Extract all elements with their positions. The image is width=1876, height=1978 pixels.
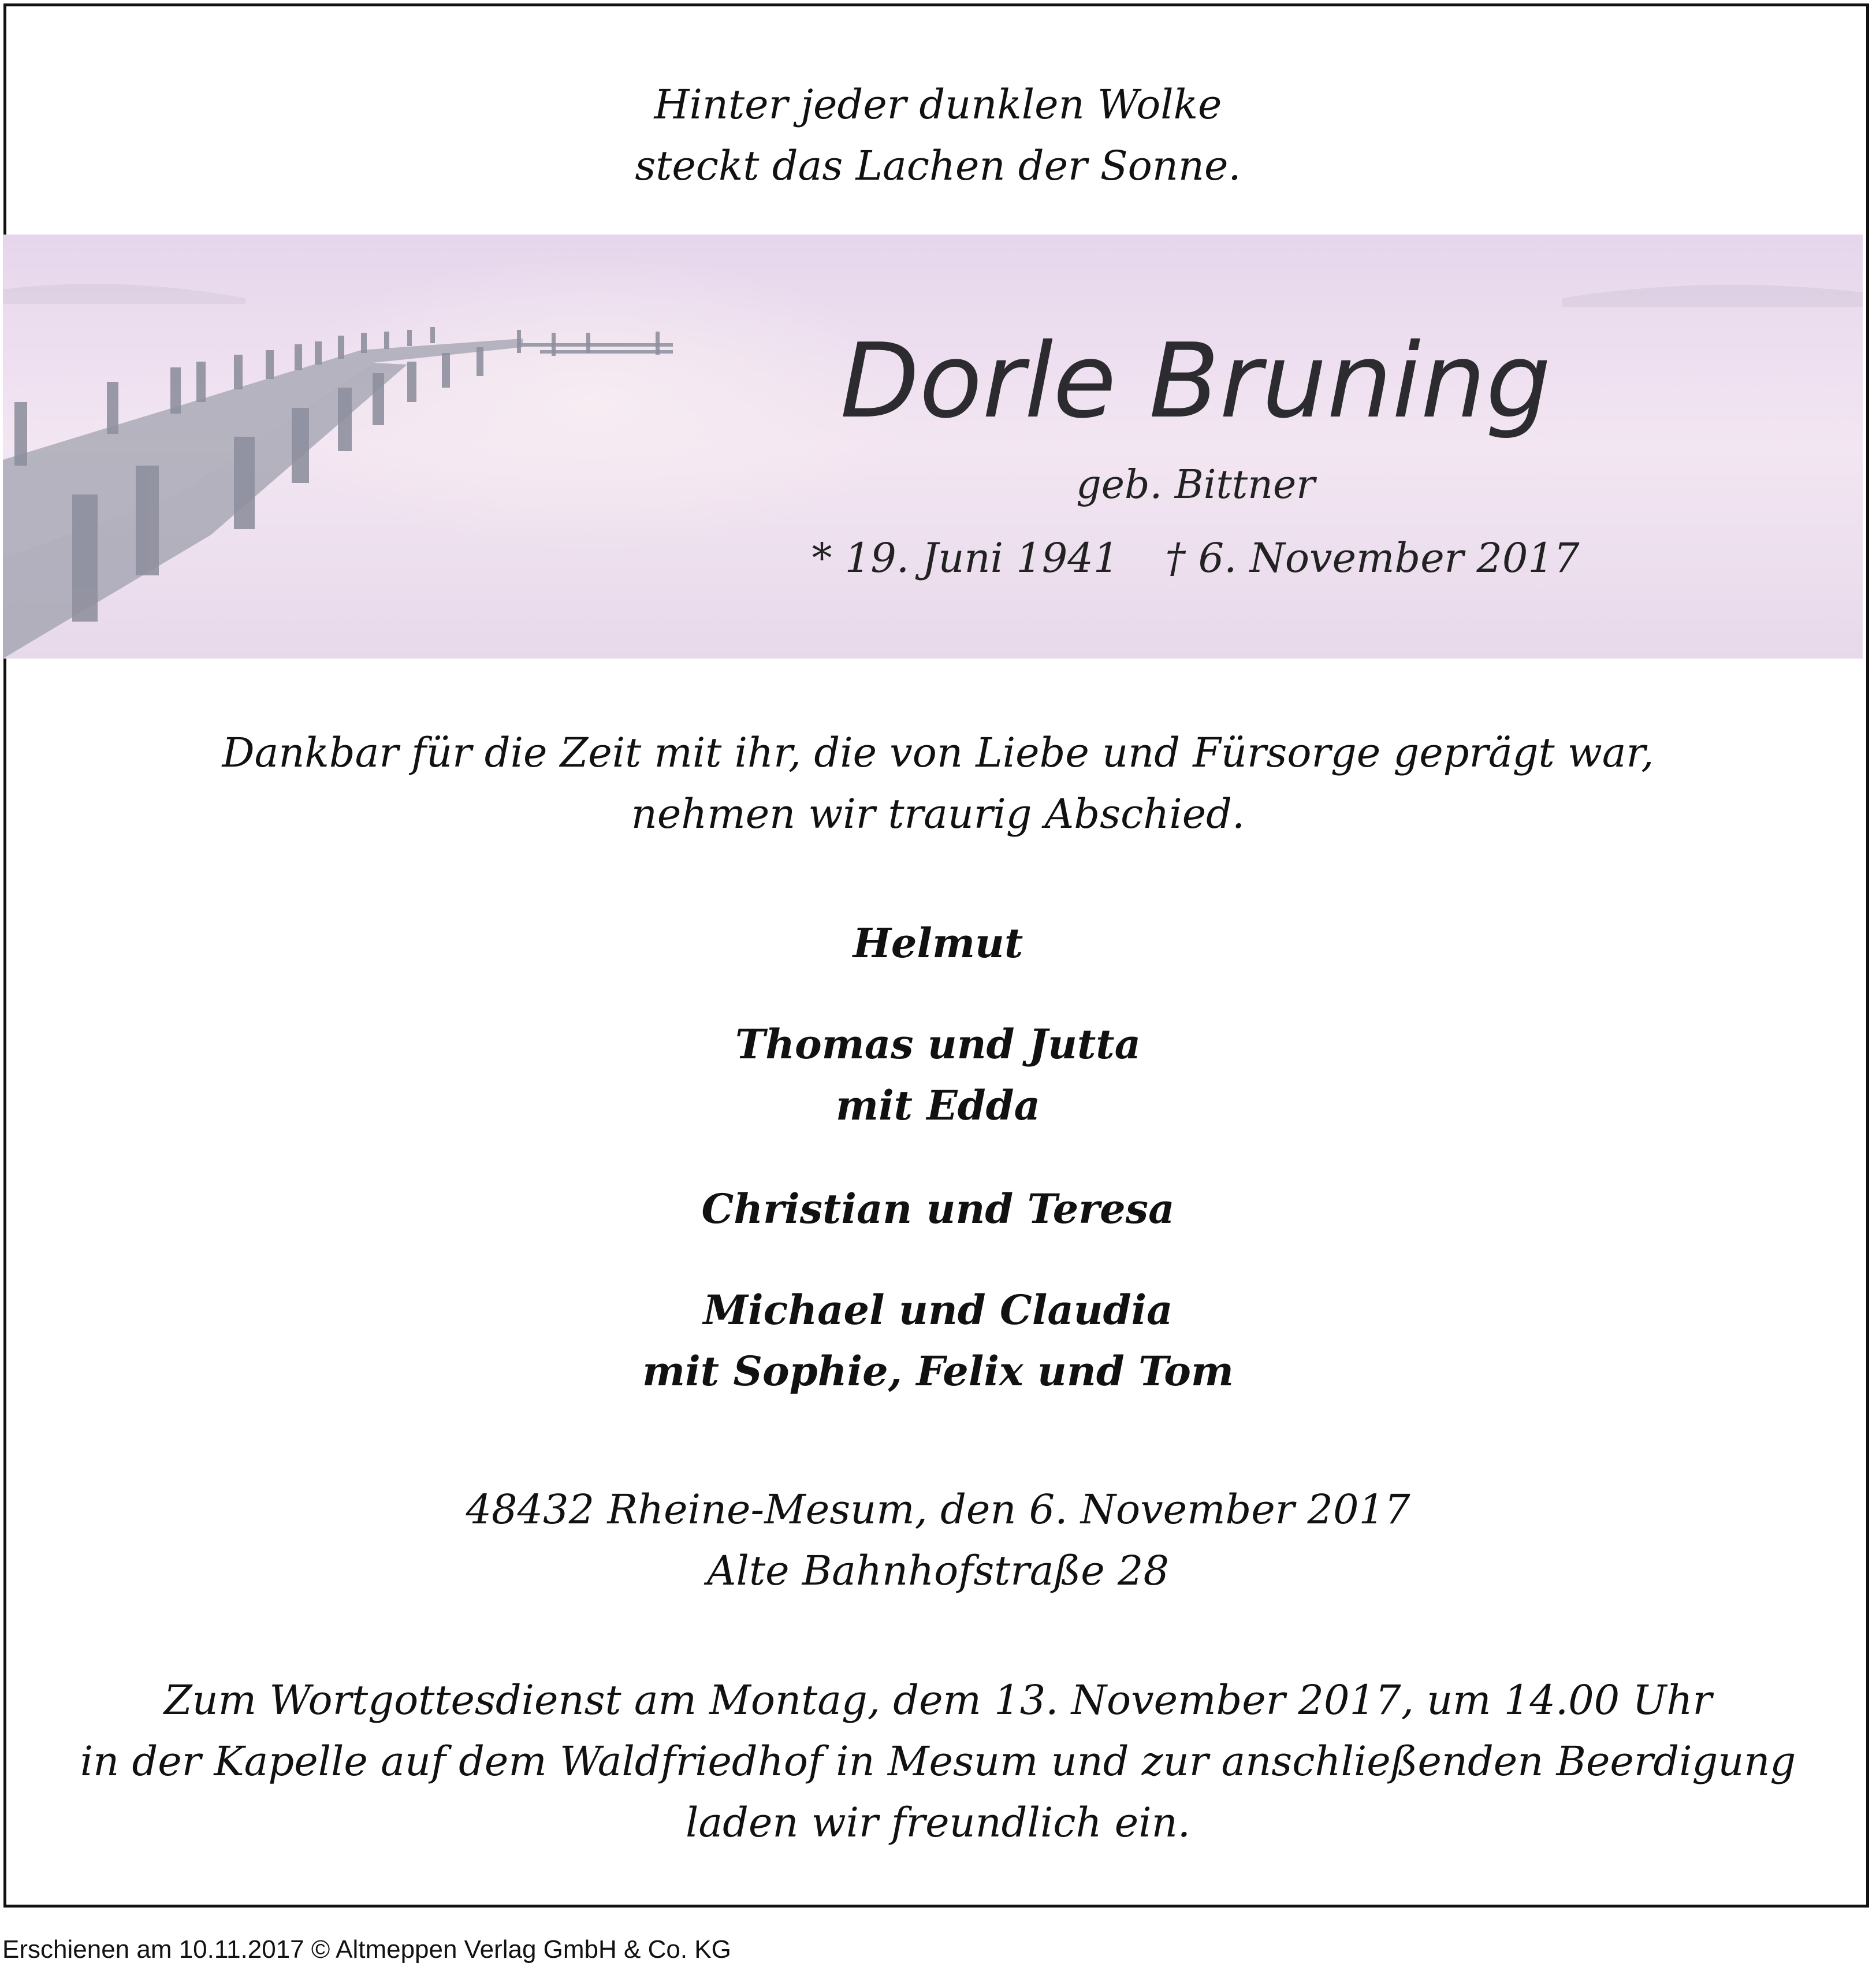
thanks-text bbox=[0, 722, 1876, 845]
address-line-1: 48432 Rheine-Mesum, den 6. November 2017 bbox=[466, 1486, 1410, 1533]
birth-date: * 19. Juni 1941 bbox=[812, 534, 1119, 582]
pier-banner-image bbox=[3, 235, 1863, 659]
service-line-2: in der Kapelle auf dem Waldfriedhof in Mesum und zur anschließenden Beerdigung bbox=[80, 1738, 1796, 1785]
service-info bbox=[0, 1670, 1876, 1853]
deceased-name: Dorle Bruning bbox=[840, 321, 1551, 441]
thanks-line-2: nehmen wir traurig Abschied. bbox=[631, 790, 1245, 838]
death-date: † 6. November 2017 bbox=[1165, 534, 1580, 582]
family-member: Michael und Claudia bbox=[703, 1286, 1173, 1334]
family-member: mit Edda bbox=[836, 1081, 1040, 1129]
thanks-line-1: Dankbar für die Zeit mit ihr, die von Liebe und Fürsorge geprägt war, bbox=[222, 729, 1654, 776]
life-dates bbox=[751, 534, 1640, 582]
family-member: Thomas und Jutta bbox=[735, 1020, 1141, 1068]
family-member: mit Sophie, Felix und Tom bbox=[642, 1347, 1234, 1395]
family-group-1 bbox=[0, 913, 1876, 974]
service-line-3: laden wir freundlich ein. bbox=[686, 1799, 1190, 1846]
pier-illustration bbox=[3, 235, 1863, 659]
family-group-3 bbox=[0, 1178, 1876, 1240]
family-group-4 bbox=[0, 1280, 1876, 1402]
family-group-2 bbox=[0, 1014, 1876, 1136]
motto-line-2: steckt das Lachen der Sonne. bbox=[635, 142, 1241, 189]
family-member: Helmut bbox=[853, 919, 1023, 967]
publication-footer: Erschienen am 10.11.2017 © Altmeppen Verlag GmbH & Co. KG bbox=[2, 1935, 731, 1964]
family-member: Christian und Teresa bbox=[701, 1185, 1175, 1233]
address-line-2: Alte Bahnhofstraße 28 bbox=[707, 1547, 1169, 1594]
service-line-1: Zum Wortgottesdienst am Montag, dem 13. November 2017, um 14.00 Uhr bbox=[164, 1676, 1712, 1724]
address bbox=[0, 1479, 1876, 1601]
maiden-name: geb. Bittner bbox=[1076, 462, 1315, 508]
motto-line-1: Hinter jeder dunklen Wolke bbox=[654, 81, 1222, 128]
motto bbox=[0, 74, 1876, 196]
